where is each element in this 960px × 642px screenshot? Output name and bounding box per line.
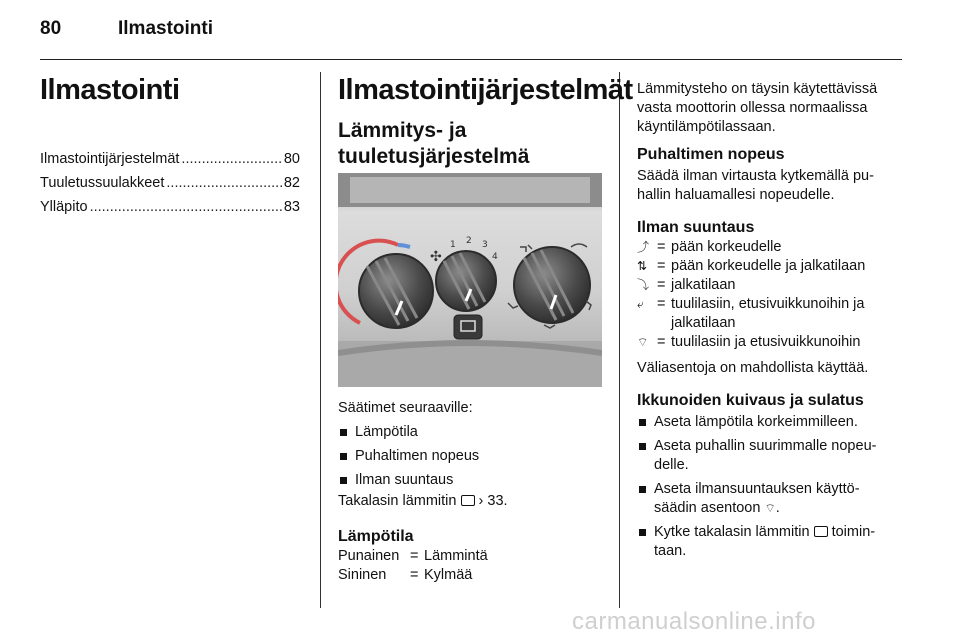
def-desc: Kylmää [424, 567, 473, 583]
fan-speed-paragraph [637, 167, 874, 205]
paragraph-line: Lämmitysteho on täysin käytettävissä [637, 81, 878, 97]
rear-window-heater-icon [814, 526, 828, 537]
running-header: Ilmastointi [118, 18, 214, 39]
fan-speed-label: 1 [450, 240, 456, 250]
list-item-text: Kytke takalasin lämmitin toimin- taan. [654, 524, 876, 559]
controls-list [338, 423, 479, 490]
windscreen-defrost-icon: ⌔ [637, 335, 649, 349]
def-eq: = [657, 277, 666, 293]
section-title: Ilmastointijärjestelmät [338, 74, 633, 106]
list-item-text: Lämpötila [355, 424, 418, 440]
fan-icon: ✣ [430, 249, 442, 265]
def-eq: = [657, 258, 666, 274]
def-eq: = [657, 334, 666, 350]
def-eq: = [410, 548, 419, 564]
subsection-title-line: tuuletusjärjestelmä [338, 145, 530, 168]
toc-entry-page: 80 [283, 151, 300, 167]
paragraph-line: hallin haluamallesi nopeudelle. [637, 187, 835, 203]
head-and-foot-icon: ⇅ [637, 259, 648, 273]
head-level-icon: ⤴ [637, 240, 650, 254]
list-item-text: Puhaltimen nopeus [355, 448, 480, 464]
temperature-definitions [338, 547, 488, 585]
def-desc: jalkatilaan [671, 277, 736, 293]
toc-entry-page: 83 [283, 199, 300, 215]
header-rule [40, 59, 902, 60]
rear-heater-reference [338, 492, 508, 511]
heating-intro-paragraph [637, 80, 877, 137]
page-reference-icon: › [478, 493, 484, 509]
chapter-title: Ilmastointi [40, 74, 180, 106]
fan-speed-label: 3 [482, 240, 488, 250]
subsection-title-line: Lämmitys- ja [338, 119, 467, 142]
air-direction-definitions [637, 238, 907, 352]
list-item [637, 413, 907, 432]
toc-entry[interactable] [40, 171, 300, 195]
page-number: 80 [40, 18, 62, 39]
windscreen-defrost-icon: ⌔ [764, 501, 776, 515]
foot-level-icon: ⤵ [637, 278, 650, 292]
rear-heater-text: Takalasin lämmitin [338, 493, 457, 509]
table-of-contents [40, 147, 300, 219]
windscreen-and-foot-icon: ⤶ [637, 297, 644, 311]
heater-control-panel-photo [338, 173, 602, 387]
paragraph-line: Säädä ilman virtausta kytkemällä pu- [637, 168, 874, 184]
toc-entry-text: Tuuletussuulakkeet [40, 175, 165, 191]
list-item [338, 447, 479, 466]
intermediate-positions-note: Väliasentoja on mahdollista käyttää. [637, 360, 869, 376]
rear-window-heater-icon [461, 495, 475, 506]
def-term: Punainen [338, 548, 400, 564]
def-eq: = [410, 567, 419, 583]
controls-intro: Säätimet seuraaville: [338, 400, 473, 416]
page-reference-link[interactable]: 33. [487, 493, 508, 509]
def-eq: = [657, 239, 666, 255]
column-divider [320, 72, 321, 608]
list-item-text: Aseta lämpötila korkeimmilleen. [654, 414, 858, 430]
list-item [338, 471, 479, 490]
list-item-text: Ilman suuntaus [355, 472, 454, 488]
toc-entry-page: 82 [283, 175, 300, 191]
defrost-steps [637, 413, 907, 561]
list-item [637, 480, 907, 518]
def-desc: pään korkeudelle [671, 239, 782, 255]
def-desc: pään korkeudelle ja jalkatilaan [671, 258, 866, 274]
def-desc: tuulilasiin, etusivuikkunoihin ja jalkatilaan [671, 296, 865, 331]
toc-entry-text: Ylläpito [40, 199, 88, 215]
list-item [338, 423, 479, 442]
fan-speed-heading: Puhaltimen nopeus [637, 146, 785, 163]
fan-speed-label: 4 [492, 252, 498, 262]
list-item [637, 523, 907, 561]
column-divider [619, 72, 620, 608]
def-desc: tuulilasiin ja etusivuikkunoihin [671, 334, 861, 350]
list-item-text: Aseta puhallin suurimmalle nopeu- delle. [654, 438, 877, 473]
def-desc: Lämmintä [424, 548, 488, 564]
list-item [637, 437, 907, 475]
subsection-title [338, 118, 529, 170]
toc-entry-text: Ilmastointijärjestelmät [40, 151, 180, 167]
defrost-heading: Ikkunoiden kuivaus ja sulatus [637, 392, 864, 409]
def-term: Sininen [338, 567, 387, 583]
def-eq: = [657, 296, 666, 312]
list-item-text: Aseta ilmansuuntauksen käyttö- säädin asentoon ⌔. [654, 481, 860, 516]
toc-entry[interactable] [40, 195, 300, 219]
paragraph-line: käyntilämpötilassaan. [637, 119, 776, 135]
watermark: carmanualsonline.info [572, 608, 816, 635]
toc-entry[interactable] [40, 147, 300, 171]
fan-speed-label: 2 [466, 236, 472, 246]
paragraph-line: vasta moottorin ollessa normaalissa [637, 100, 868, 116]
temperature-heading: Lämpötila [338, 528, 414, 545]
air-direction-heading: Ilman suuntaus [637, 219, 755, 236]
